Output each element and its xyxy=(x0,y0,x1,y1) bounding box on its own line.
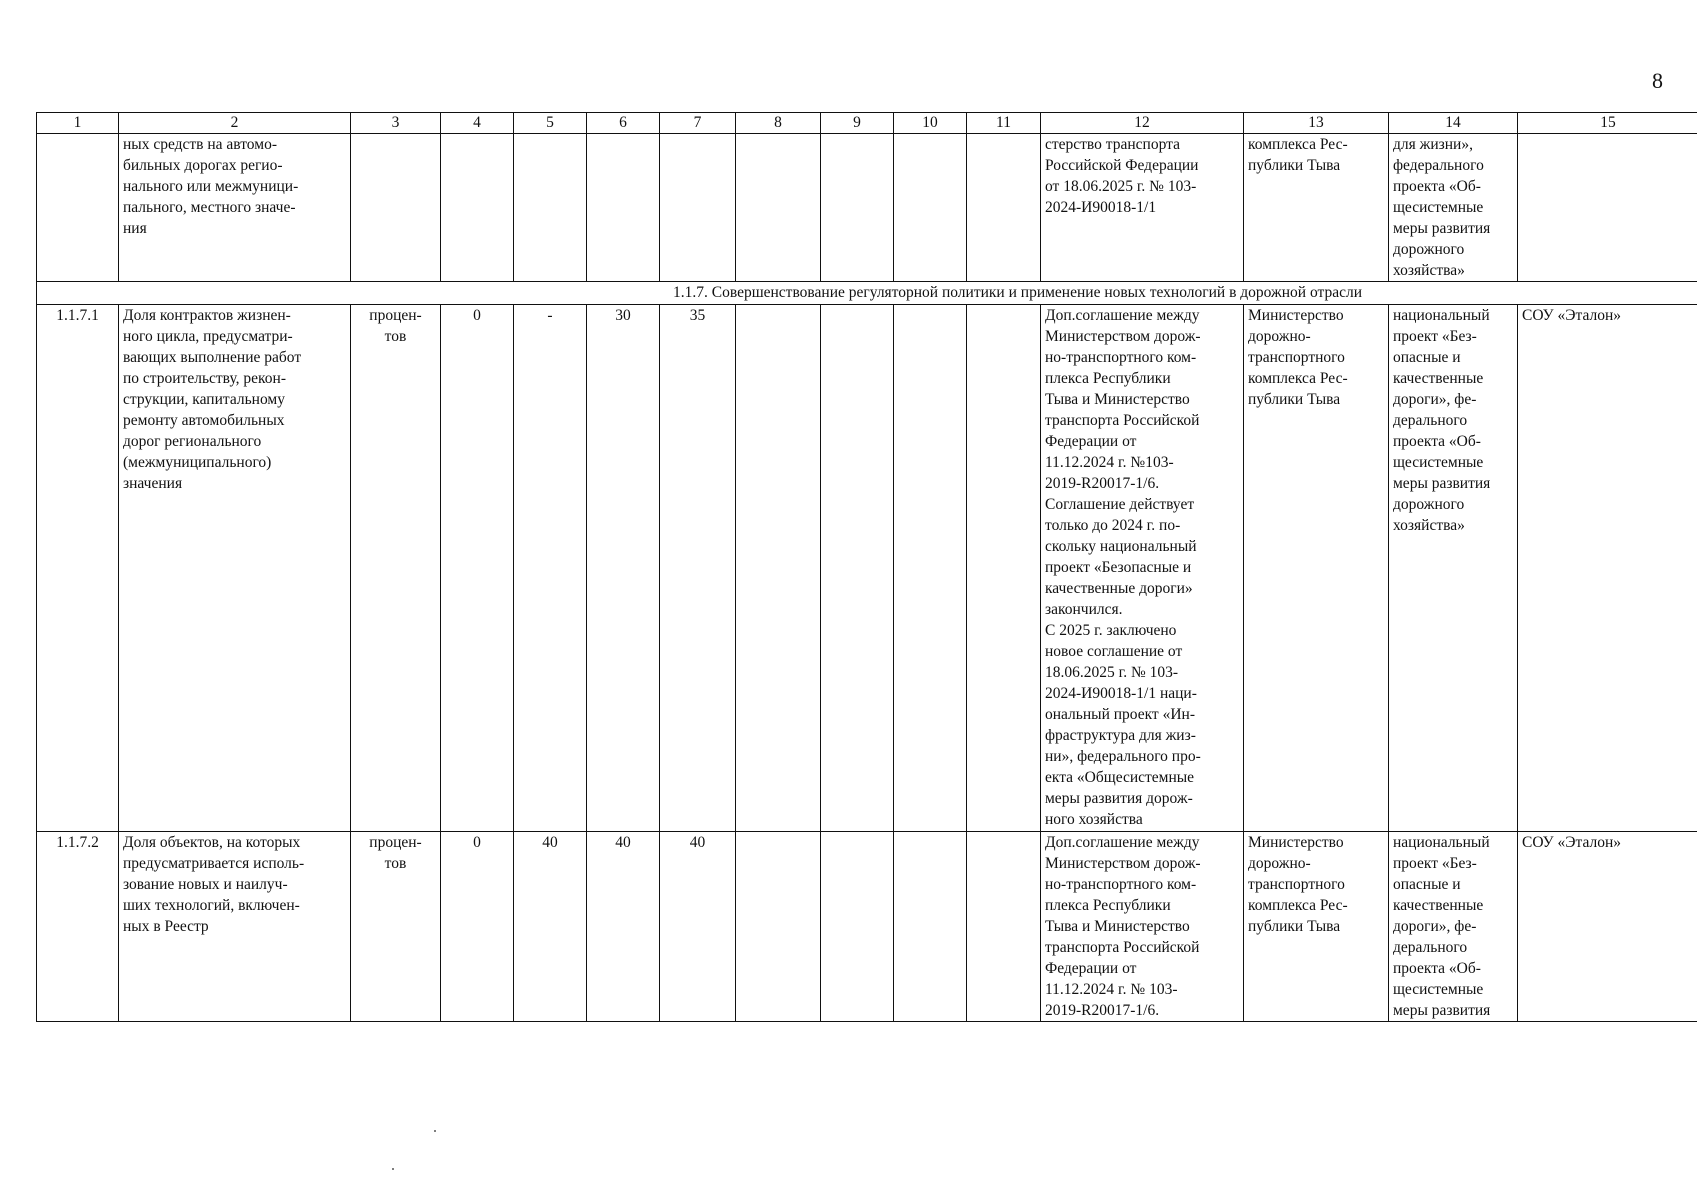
table-cell xyxy=(821,134,894,282)
page-number: 8 xyxy=(1652,68,1663,93)
value-cell xyxy=(736,305,821,832)
column-header: 1 xyxy=(37,113,119,134)
indicator-name-cell: ных средств на автомо- бильных дорогах регио- нального или межмуници- пального, местного значе- ния xyxy=(119,134,351,282)
column-header: 2 xyxy=(119,113,351,134)
column-header: 14 xyxy=(1389,113,1518,134)
table-cell xyxy=(37,134,119,282)
column-header: 7 xyxy=(660,113,736,134)
continuation-row xyxy=(37,134,1697,282)
table-cell xyxy=(736,134,821,282)
value-cell xyxy=(736,832,821,1022)
column-header: 10 xyxy=(894,113,967,134)
indicators-table xyxy=(36,112,1697,1022)
indicator-name-cell: Доля контрактов жизнен- ного цикла, предусматри- вающих выполнение работ по строительству, рекон- струкции, капитальному ремонту автомобильных дорог регионального (межмуниципального) значения xyxy=(119,305,351,832)
indicator-name-cell: Доля объектов, на которых предусматривается исполь- зование новых и наилуч- ших технологий, включен- ных в Реестр xyxy=(119,832,351,1022)
column-header: 5 xyxy=(514,113,587,134)
section-title: 1.1.7. Совершенствование регуляторной политики и применение новых технологий в дорожной отрасли xyxy=(673,284,1362,301)
table-cell xyxy=(514,134,587,282)
table-cell xyxy=(441,134,514,282)
basis-cell: Доп.соглашение между Министерством дорож- но-транспортного ком- плекса Республики Тыва и Министерство транспорта Российской Федерации от 11.12.2024 г. №103- 2019-R20017-1/6. Соглашение действует только до 2024 г. по- скольку национальный проект «Безопасные и качественные дороги» закончился. С 2025 г. заключено новое соглашение от 18.06.2025 г. № 103- 2024-И90018-1/1 наци- ональный проект «Ин- фраструктура для жиз- ни», федерального про- екта «Общесистемные меры развития дорож- ного хозяйства xyxy=(1041,305,1244,832)
table-cell xyxy=(967,134,1041,282)
value-cell: - xyxy=(514,305,587,832)
project-cell: для жизни», федерального проекта «Об- щесистемные меры развития дорожного хозяйства» xyxy=(1389,134,1518,282)
table-cell xyxy=(894,134,967,282)
value-cell: 40 xyxy=(514,832,587,1022)
value-cell: 40 xyxy=(587,832,660,1022)
column-header: 11 xyxy=(967,113,1041,134)
section-cell xyxy=(37,282,1697,305)
table-cell xyxy=(660,134,736,282)
table-row xyxy=(37,832,1697,1022)
basis-cell: Доп.соглашение между Министерством дорож- но-транспортного ком- плекса Республики Тыва и Министерство транспорта Российской Федерации от 11.12.2024 г. № 103- 2019-R20017-1/6. xyxy=(1041,832,1244,1022)
source-cell: СОУ «Эталон» xyxy=(1518,305,1697,832)
value-cell: 30 xyxy=(587,305,660,832)
source-cell: СОУ «Эталон» xyxy=(1518,832,1697,1022)
project-cell: национальный проект «Без- опасные и качественные дороги», фе- дерального проекта «Об- щесистемные меры развития xyxy=(1389,832,1518,1022)
scan-speck xyxy=(392,1168,394,1170)
column-header: 9 xyxy=(821,113,894,134)
table-row xyxy=(37,305,1697,832)
responsible-cell: Министерство дорожно- транспортного комплекса Рес- публики Тыва xyxy=(1244,305,1389,832)
column-header: 12 xyxy=(1041,113,1244,134)
project-cell: национальный проект «Без- опасные и качественные дороги», фе- дерального проекта «Об- щесистемные меры развития дорожного хозяйства» xyxy=(1389,305,1518,832)
table-cell xyxy=(587,134,660,282)
row-number-cell: 1.1.7.2 xyxy=(37,832,119,1022)
column-header: 3 xyxy=(351,113,441,134)
row-number-cell: 1.1.7.1 xyxy=(37,305,119,832)
basis-cell: стерство транспорта Российской Федерации от 18.06.2025 г. № 103- 2024-И90018-1/1 xyxy=(1041,134,1244,282)
column-header: 15 xyxy=(1518,113,1697,134)
value-cell xyxy=(894,832,967,1022)
responsible-cell: Министерство дорожно- транспортного комплекса Рес- публики Тыва xyxy=(1244,832,1389,1022)
value-cell: 0 xyxy=(441,832,514,1022)
value-cell xyxy=(967,305,1041,832)
table-cell xyxy=(351,134,441,282)
value-cell: 0 xyxy=(441,305,514,832)
value-cell xyxy=(821,832,894,1022)
column-header: 8 xyxy=(736,113,821,134)
scan-speck xyxy=(434,1130,436,1132)
table-cell xyxy=(1518,134,1697,282)
value-cell: 35 xyxy=(660,305,736,832)
responsible-cell: комплекса Рес- публики Тыва xyxy=(1244,134,1389,282)
value-cell xyxy=(821,305,894,832)
column-header: 6 xyxy=(587,113,660,134)
section-row xyxy=(37,282,1697,305)
unit-cell: процен- тов xyxy=(351,305,441,832)
unit-cell: процен- тов xyxy=(351,832,441,1022)
header-row xyxy=(37,113,1697,134)
value-cell xyxy=(894,305,967,832)
value-cell: 40 xyxy=(660,832,736,1022)
column-header: 13 xyxy=(1244,113,1389,134)
value-cell xyxy=(967,832,1041,1022)
column-header: 4 xyxy=(441,113,514,134)
